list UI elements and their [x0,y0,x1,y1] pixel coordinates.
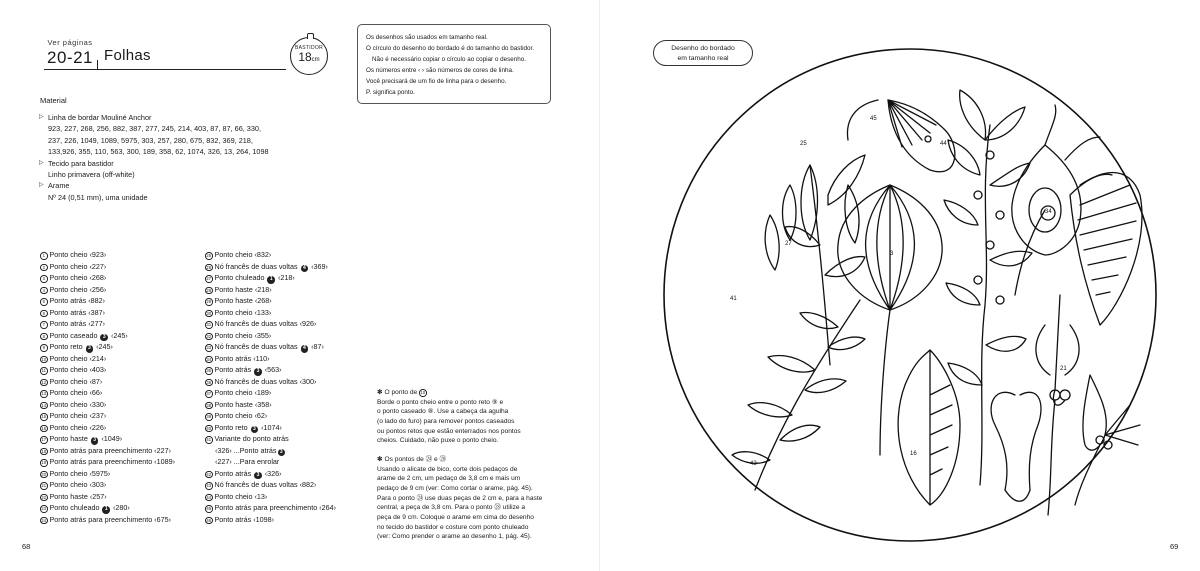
berry [974,276,982,284]
stitch-row [40,353,205,365]
strand-count-badge: 3 [251,426,259,434]
stitch-number: 36 [206,379,212,385]
svg-text:41: 41 [730,296,737,302]
stitch-number: 33 [206,345,212,351]
stitch-row [40,364,205,376]
leaf [748,403,792,417]
stitch-row [205,364,375,376]
stitch-number: 44 [206,494,212,500]
central-leaf-veins [866,185,915,310]
note-line: peça de 9 cm. Coloque o arame em cima do desenho [377,513,534,521]
stitch-number: 30 [206,310,212,316]
stitch-color: ‹326› [262,468,282,478]
strand-count-badge: 1 [267,276,275,284]
stitch-number: 2 [40,264,48,272]
stitch-text: Ponto cheio ‹227› [49,261,107,271]
stitch-number: 18 [41,448,47,454]
stitch-text: Ponto atrás [214,365,254,375]
embroidery-pattern-illustration [660,45,1160,545]
hoop-label: BASTIDOR [295,45,323,51]
stitch-row [40,284,205,296]
stitch-number: 21 [41,483,47,489]
stitch-row [205,410,375,422]
stitch-number: 25 [206,253,212,258]
stitch-row [205,376,375,388]
stitch-number: 43 [206,483,212,489]
stitch-text: Ponto atrás ‹882› [49,296,106,306]
design-label-line2: em tamanho real [677,55,729,62]
stitch-color: ‹87› [309,342,324,352]
stitch-row [40,249,205,261]
stitch-text: Ponto cheio ‹268› [49,273,107,283]
svg-text:3: 3 [890,251,894,257]
stitch-color: ‹369› [309,261,328,271]
stitch-text: Ponto cheio ‹226› [49,422,107,432]
stitch-text: Ponto cheio ‹923› [49,250,107,259]
note-line: cheios. Cuidado, não puxe o ponto cheio. [377,437,499,445]
stitch-row [40,399,205,411]
leaf [985,107,1025,140]
berry [996,211,1004,219]
stitch-row [40,422,205,434]
stitch-text: Nó francês de duas voltas [214,261,300,271]
stitch-row [205,479,375,491]
stitch-number: 5 [40,298,48,306]
leaf [986,337,1026,352]
strand-count-badge: 4 [301,265,309,273]
leaf [960,90,986,140]
svg-text:42: 42 [750,461,757,467]
note1-heading: ✻ O ponto de 10 [377,389,426,396]
stitch-row [205,422,375,434]
stitch-text: Ponto haste ‹358› [214,399,272,409]
stitch-list-column-2 [205,249,375,525]
material-heading: Material [40,96,67,105]
stitch-text: Ponto cheio ‹403› [49,365,107,375]
stitch-text: Ponto cheio ‹355› [214,330,272,340]
stitch-number: 3 [40,275,48,283]
stitch-row [205,387,375,399]
stitch-row [205,353,375,365]
material-thread: ▷ Linha de bordar Mouliné Anchor [40,112,290,123]
stitch-text: Ponto cheio ‹13› [214,491,268,501]
stitch-row [205,249,375,261]
stitch-row [205,261,375,273]
stitch-number: 14 [41,402,47,408]
stitch-text: Ponto cheio ‹303› [49,480,107,490]
flower-spike [1036,295,1079,405]
stitch-row [205,341,375,353]
note2-heading-text: Os pontos de [384,455,424,463]
hoop-circle [664,49,1156,541]
stitch-text: Variante do ponto atrás [214,434,289,444]
leaf [948,140,980,175]
stitch-number: 34 [206,356,212,362]
stitch-text: ‹227› ...Para enrolar [215,457,280,467]
strand-count-badge: 3 [278,449,286,457]
flower-bud-base [1005,490,1030,501]
flower-petal [1083,375,1106,450]
svg-text:21: 21 [1060,366,1067,372]
stitch-text: Ponto caseado [49,330,100,340]
stitch-row [40,445,205,457]
see-pages-block [44,38,96,68]
info-line: Você precisará de um fio de linha para o desenho. [366,78,507,85]
stitch-text: Nó francês de duas voltas [214,342,300,352]
stitch-row [205,456,375,468]
stitch-number: 35 [206,368,212,374]
stitch-row [40,261,205,273]
thread-colors-line: 237, 226, 1049, 1089, 5975, 303, 257, 280, 675, 832, 369, 218, [48,135,253,145]
material-wire: ▷ Arame [40,180,290,191]
stitch-number: 9 [40,344,48,352]
note-line: (ver: Como prender o arame ao desenho 1, pág. 45). [377,533,532,541]
stitch-text: Ponto cheio ‹832› [214,250,272,259]
stitch-number: 16 [41,425,47,431]
leaf-stripes [1078,185,1136,295]
stitch-row [205,468,375,480]
leaf [828,155,865,205]
note-line: (o lado do furo) para remover pontos caseados [377,417,515,425]
svg-text:44: 44 [940,141,947,147]
central-stem [880,310,890,455]
stitch-number: 46 [206,517,212,523]
leaf [828,337,865,350]
stitch-row [40,433,205,445]
stitch-color: ‹245› [108,330,128,340]
strand-count-badge: 3 [100,334,108,342]
strand-count-badge: 3 [254,472,262,480]
page-number-right: 69 [1170,542,1179,551]
stitch-text: ‹326› ...Ponto atrás [215,445,277,455]
strand-count-badge: 3 [254,368,262,376]
note1-heading-text: O ponto de [384,389,418,396]
svg-text:34: 34 [1045,209,1052,215]
stitch-color: ‹1049› [99,434,123,444]
note-line: ou pontos retos que estão enterrados nos pontos [377,427,521,435]
stitch-number: 6 [40,310,48,318]
stitch-text: Ponto atrás para preenchimento ‹675› [49,514,171,524]
stitch-row [205,330,375,342]
stitch-number: 12 [41,379,47,385]
stitch-number: 22 [41,494,47,500]
stitch-row [205,502,375,514]
leaf [768,356,815,373]
stitch-number: 32 [206,333,212,339]
leaf [780,425,820,441]
wire-detail: Nº 24 (0,51 mm), uma unidade [48,192,148,202]
info-line: O círculo do desenho do bordado é do tamanho do bastidor. [366,45,535,52]
flower-bud [991,392,1041,490]
stitch-color: ‹245› [94,342,113,352]
svg-text:16: 16 [910,451,917,457]
stitch-number: 27 [206,276,212,282]
stitch-text: Ponto cheio ‹214› [49,353,107,363]
leaf [845,185,859,243]
stitch-color: ‹1074› [259,422,282,432]
tall-stem [810,165,830,365]
stitch-color: ‹280› [110,503,130,513]
leaf [783,185,797,240]
stitch-number: 45 [206,506,212,512]
note-line: Usando o alicate de bico, corte dois pedaços de [377,465,518,473]
see-pages-range: 20-21 [47,48,93,67]
strand-count-badge: 1 [102,506,110,514]
leaf [825,257,865,277]
leaf [944,200,978,225]
stitch-text: Nó francês de duas voltas ‹926› [214,319,317,329]
see-pages-label: Ver páginas [47,38,93,47]
note-line: no tecido do bastidor e costure com ponto chuleado [377,523,529,531]
stitch-row [205,445,375,457]
embroidery-design [660,45,1160,550]
hoop-size-unit: cm [311,57,320,63]
stitch-row [40,307,205,319]
stitch-number: 31 [206,322,212,328]
stitch-row [40,456,205,468]
stitch-number: 38 [206,402,212,408]
hoop-size-badge [290,37,328,75]
info-box [357,24,551,104]
note-line: Borde o ponto cheio entre o ponto reto ⑨ e [377,398,504,406]
material-list [40,112,290,203]
stitch-number: 15 [41,414,47,420]
stitch-text: Ponto atrás para preenchimento ‹227› [49,445,171,455]
stitch-color: ‹563› [262,365,282,375]
berry [986,241,994,249]
stitch-text: Ponto cheio ‹330› [49,399,107,409]
page-number-left: 68 [22,542,31,551]
note2-body [377,465,552,542]
note-line: pedaço de 9 cm (ver: Como cortar o arame, pág. 45). [377,484,533,492]
stitch-row [205,514,375,526]
stitch-number: 19 [41,460,47,466]
stitch-text: Ponto cheio ‹133› [214,307,272,317]
strand-count-badge: 3 [91,437,99,445]
stitch-row [40,376,205,388]
strand-count-badge: 4 [301,345,309,353]
hoop-size [291,51,327,66]
stitch-number: 23 [41,506,47,512]
stitch-row [40,387,205,399]
stitch-row [40,491,205,503]
stitch-text: Ponto atrás ‹1098› [214,514,275,524]
stitch-row [40,295,205,307]
stitch-number: 29 [206,299,212,305]
leaf [948,363,982,385]
svg-text:45: 45 [870,116,877,122]
info-line: Não é necessário copiar o círculo ao copiar o desenho. [372,56,527,63]
note1-body [377,398,552,446]
right-page [600,0,1200,571]
stitch-number: 39 [206,414,212,420]
stitch-text: Nó francês de duas voltas ‹882› [214,480,317,490]
stitch-row [40,468,205,480]
fabric-detail: Linho primavera (off-white) [48,170,135,180]
leaf [946,283,980,305]
design-label [653,40,753,66]
stitch-row [40,330,205,342]
stitch-number: 17 [41,437,47,443]
stitch-text: Ponto haste ‹268› [214,296,272,306]
berry [996,296,1004,304]
stitch-text: Ponto chuleado [214,273,267,283]
stitch-number: 37 [206,391,212,397]
stitch-text: Ponto chuleado [49,503,102,513]
pod-dot [925,136,931,142]
stitch-row [40,410,205,422]
thread-colors-line: 133,926, 355, 110, 563, 300, 189, 358, 62, 1074, 326, 13, 264, 1098 [48,147,269,157]
bottom-leaf [898,350,960,505]
stitch-text: Ponto cheio ‹66› [49,388,103,398]
stitch-text: Ponto cheio ‹5975› [49,468,111,478]
stitch-text: Ponto cheio ‹237› [49,411,107,421]
stitch-row [40,341,205,353]
stitch-text: Ponto reto [214,422,250,432]
stitch-text: Nó francês de duas voltas ‹300› [214,376,317,386]
note-line: o ponto caseado ⑧. Use a cabeça da agulha [377,408,509,416]
stitch-number: 1 [40,252,48,260]
note-line: central, a peça de 3,8 cm. Para o ponto ㉘ utilize a [377,504,526,512]
stitch-number: 11 [41,368,46,374]
stitch-number: 42 [206,471,212,477]
stitch-row [205,284,375,296]
leaf [990,163,1030,186]
bud [1060,390,1070,400]
berry-vine [980,125,990,485]
stitch-row [40,272,205,284]
leaf [765,215,779,270]
stitch-number: 41 [206,437,212,443]
stitch-number: 8 [40,333,48,341]
stitch-number: 7 [40,321,48,329]
stitch-text: Ponto reto [49,342,85,352]
leaf [800,313,838,329]
stitch-text: Ponto cheio ‹87› [49,376,103,386]
stitch-text: Ponto atrás ‹277› [49,319,106,329]
berry [974,191,982,199]
design-label-line1: Desenho do bordado [671,45,735,52]
feather-lines [1045,105,1112,185]
material-fabric: ▷ Tecido para bastidor [40,158,290,169]
note2-heading-nums: ㉔ e ㉘ [425,455,447,463]
stitch-text: Ponto atrás [214,468,254,478]
striped-leaf [1070,173,1142,326]
flower-stem [1048,400,1055,515]
stitch-text: Ponto atrás para preenchimento ‹1089› [49,457,175,467]
stitch-text: Ponto atrás ‹110› [214,353,270,363]
stitch-row [205,307,375,319]
stitch-number: 40 [206,425,212,431]
stitch-number: 26 [206,264,212,270]
note-line: Para o ponto ㉔ use duas peças de 2 cm e, para a haste [377,494,543,502]
stitch-row [205,433,375,445]
thread-colors-line: 923, 227, 268, 256, 882, 387, 277, 245, 214, 403, 87, 87, 66, 330, [48,124,262,134]
note-line: arame de 2 cm, um pedaço de 3,8 cm e mais um [377,475,521,483]
header-rule [44,69,286,70]
stitch-number: 13 [41,391,47,397]
stitch-text: Ponto cheio ‹256› [49,284,107,294]
stitch-color: ‹218› [275,273,295,283]
stitch-text: Ponto haste ‹218› [214,284,272,294]
stitch-text: Ponto cheio ‹189› [214,388,272,398]
stitch-list-column-1 [40,249,205,525]
stitch-row [40,318,205,330]
stitch-text: Ponto haste ‹257› [49,491,107,501]
note2-heading: ✻ Os pontos de ㉔ e ㉘ [377,455,447,463]
stitch-row [205,318,375,330]
stitch-row [40,502,205,514]
left-sprig-stem [755,300,860,490]
stitch-text: Ponto cheio ‹62› [214,411,268,421]
svg-text:27: 27 [785,241,792,247]
stitch-text: Ponto atrás para preenchimento ‹264› [214,503,336,513]
stitch-row [205,399,375,411]
stitch-number: 10 [41,356,47,362]
stitch-number: 20 [41,471,47,477]
info-line: Os números entre ‹ › são números de cores de linha. [366,67,514,74]
strand-count-badge: 3 [86,345,94,353]
stitch-row [205,491,375,503]
technique-notes [377,387,552,542]
svg-text:25: 25 [800,141,807,147]
stitch-row [205,272,375,284]
stitch-row [40,479,205,491]
hoop-size-value: 18 [298,50,312,64]
info-line: Os desenhos são usados em tamanho real. [366,34,488,41]
info-line: P. significa ponto. [366,89,415,96]
stitch-number: 4 [40,287,48,295]
note1-heading-num: 10 [420,390,426,395]
leaf [805,379,846,393]
stitch-text: Ponto atrás ‹387› [49,307,106,317]
stitch-row [40,514,205,526]
stitch-number: 28 [206,287,212,293]
stitch-row [205,295,375,307]
stitch-number: 24 [41,517,47,523]
page-title: Folhas [104,47,151,64]
stitch-text: Ponto haste [49,434,90,444]
